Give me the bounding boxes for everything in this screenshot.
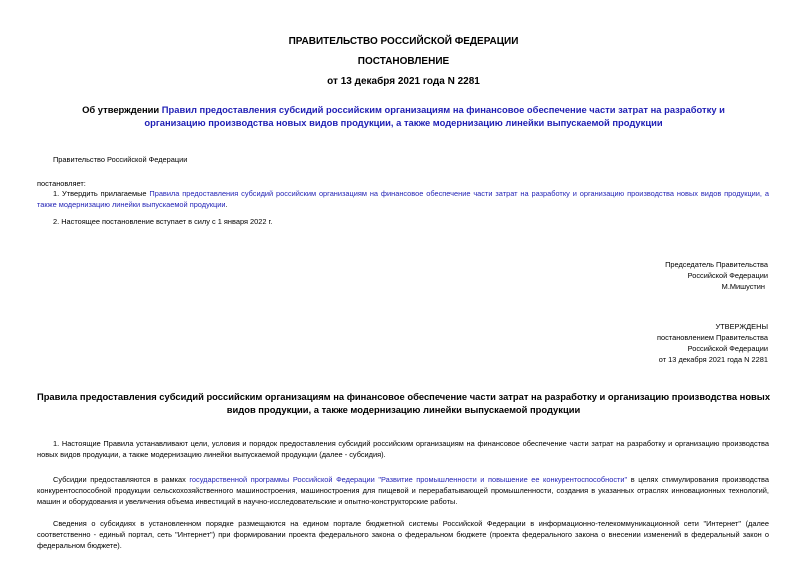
paragraph-1: [37, 188, 769, 210]
rules-title: Правила предоставления субсидий российским организациям на финансовое обеспечение части затрат на разработку и организацию производства новых видов продукции, а также модернизацию линейки выпускаемой продукции: [36, 391, 771, 415]
signature-name: М.Мишустин: [721, 282, 765, 291]
rules-para2-prefix: Субсидии предоставляются в рамках: [53, 475, 190, 484]
approval-country: Российской Федерации: [687, 344, 768, 353]
rules-link[interactable]: Правила предоставления субсидий российским организациям на финансовое обеспечение части затрат на разработку и организацию производства новых видов продукции, а также модернизацию линейки выпускаемой продукции: [37, 189, 769, 209]
paragraph-2: 2. Настоящее постановление вступает в силу с 1 января 2022 г.: [53, 217, 273, 226]
subject-link[interactable]: Правил предоставления субсидий российским организациям на финансовое обеспечение части затрат на разработку и организацию производства новых видов продукции, а также модернизацию линейки выпускаемой продукции: [144, 104, 725, 128]
issuer-text: Правительство Российской Федерации: [53, 155, 188, 164]
resolves-text: постановляет:: [37, 179, 86, 188]
rules-paragraph-3: [37, 518, 769, 551]
state-program-link[interactable]: государственной программы Российской Федерации "Развитие промышленности и повышение ее конкурентоспособности": [189, 475, 628, 484]
government-heading: ПРАВИТЕЛЬСТВО РОССИЙСКОЙ ФЕДЕРАЦИИ: [288, 36, 519, 47]
approval-stamp: УТВЕРЖДЕНЫ: [715, 322, 768, 331]
rules-para3-text: Сведения о субсидиях в установленном порядке размещаются на едином портале бюджетной системы Российской Федерации в информационно-телекоммуникационной сети "Интернет" (далее соответственно - единый портал, сеть "Интернет") при формировании проекта федерального закона о федеральном бюджете (проекта федерального закона о внесении изменений в федеральный закон о федеральном бюджете).: [37, 519, 769, 550]
rules-para2-suffix: в целях стимулирования производства конкурентоспособной продукции сельскохозяйственного машиностроения, машиностроения для пищевой и перерабатывающей промышленности, создания в указанных отраслях инновационных технологий, машин и оборудования и увеличения объема инвестиций в научно-исследовательские и опытно-конструкторские работы.: [37, 475, 769, 506]
p1-suffix: .: [225, 200, 228, 209]
subject-prefix: Об утверждении: [82, 104, 162, 115]
document-type: ПОСТАНОВЛЕНИЕ: [357, 56, 450, 67]
signature-position: Председатель Правительства: [665, 260, 768, 269]
approval-by: постановлением Правительства: [657, 333, 768, 342]
rules-para1-text: 1. Настоящие Правила устанавливают цели, условия и порядок предоставления субсидий российским организациям на финансовое обеспечение части затрат на разработку и организацию производства новых видов продукции, а также модернизацию линейки выпускаемой продукции (далее - субсидия).: [37, 439, 769, 459]
p1-prefix: 1. Утвердить прилагаемые: [53, 189, 150, 198]
document-subject: [60, 104, 747, 129]
rules-paragraph-1: [37, 438, 769, 460]
rules-paragraph-2: [37, 474, 769, 507]
document-date: от 13 декабря 2021 года N 2281: [327, 76, 480, 87]
approval-date: от 13 декабря 2021 года N 2281: [658, 355, 768, 364]
signature-country: Российской Федерации: [687, 271, 768, 280]
